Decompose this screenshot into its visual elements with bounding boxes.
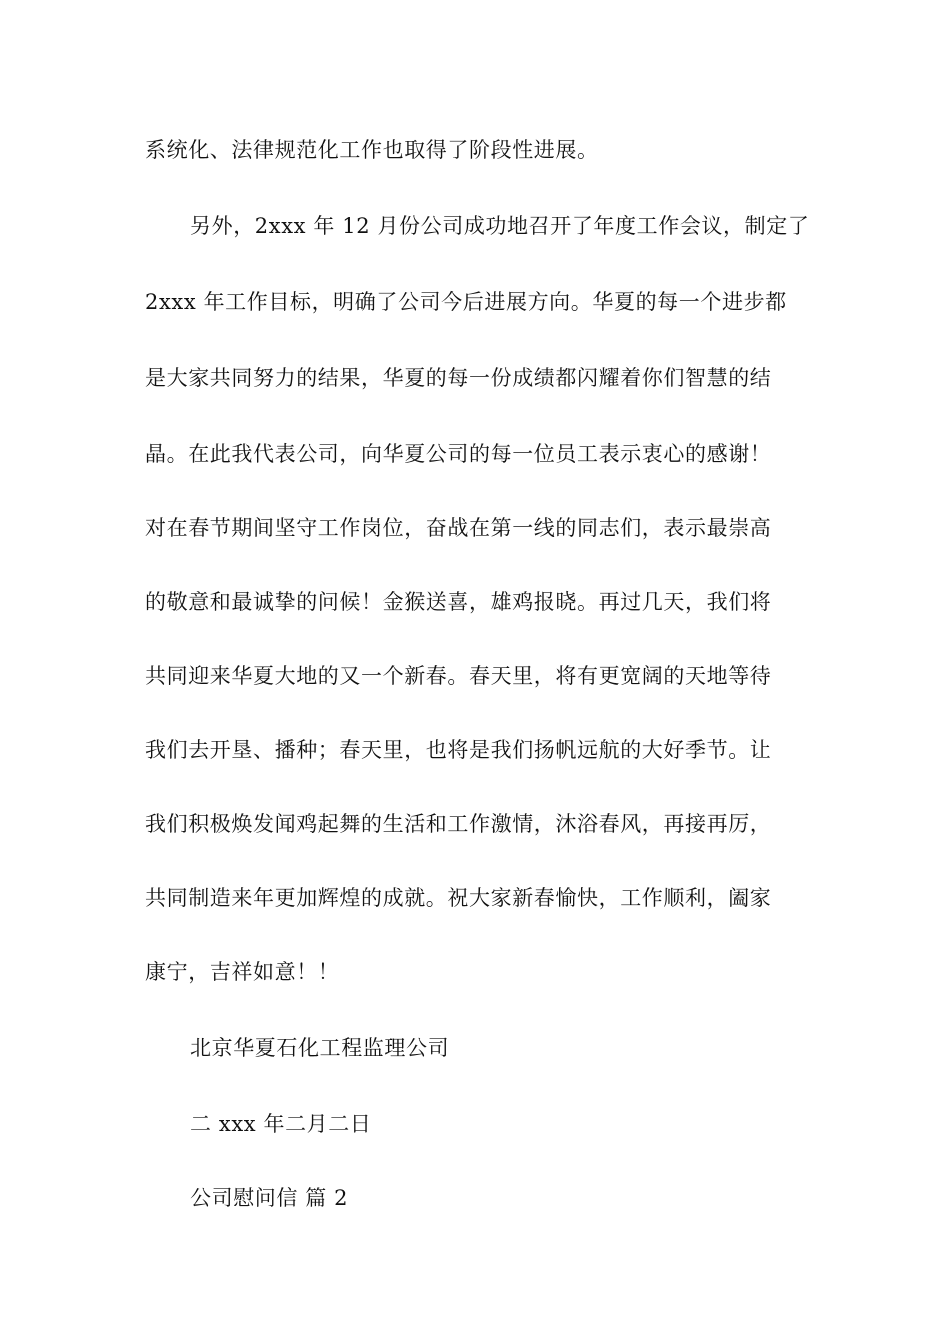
signature-company: 北京华夏石化工程监理公司 bbox=[190, 1036, 450, 1060]
body-line-7: 的敬意和最诚挚的问候！金猴送喜，雄鸡报晓。再过几天，我们将 bbox=[145, 590, 772, 614]
body-line-10: 我们积极焕发闻鸡起舞的生活和工作激情，沐浴春风，再接再厉， bbox=[145, 812, 772, 836]
body-line-12: 康宁，吉祥如意！！ bbox=[145, 960, 340, 984]
body-line-2: 另外，2xxx 年 12 月份公司成功地召开了年度工作会议，制定了 bbox=[190, 214, 810, 238]
body-line-8: 共同迎来华夏大地的又一个新春。春天里，将有更宽阔的天地等待 bbox=[145, 664, 772, 688]
body-line-1: 系统化、法律规范化工作也取得了阶段性进展。 bbox=[145, 138, 599, 162]
body-line-9: 我们去开垦、播种；春天里，也将是我们扬帆远航的大好季节。让 bbox=[145, 738, 772, 762]
signature-date: 二 xxx 年二月二日 bbox=[190, 1112, 372, 1136]
body-line-11: 共同制造来年更加辉煌的成就。祝大家新春愉快，工作顺利，阖家 bbox=[145, 886, 772, 910]
body-line-6: 对在春节期间坚守工作岗位，奋战在第一线的同志们，表示最崇高 bbox=[145, 516, 772, 540]
body-line-4: 是大家共同努力的结果，华夏的每一份成绩都闪耀着你们智慧的结 bbox=[145, 366, 772, 390]
section-title: 公司慰问信 篇 2 bbox=[190, 1186, 349, 1210]
body-line-3: 2xxx 年工作目标，明确了公司今后进展方向。华夏的每一个进步都 bbox=[145, 290, 787, 314]
body-line-5: 晶。在此我代表公司，向华夏公司的每一位员工表示衷心的感谢！ bbox=[145, 442, 772, 466]
